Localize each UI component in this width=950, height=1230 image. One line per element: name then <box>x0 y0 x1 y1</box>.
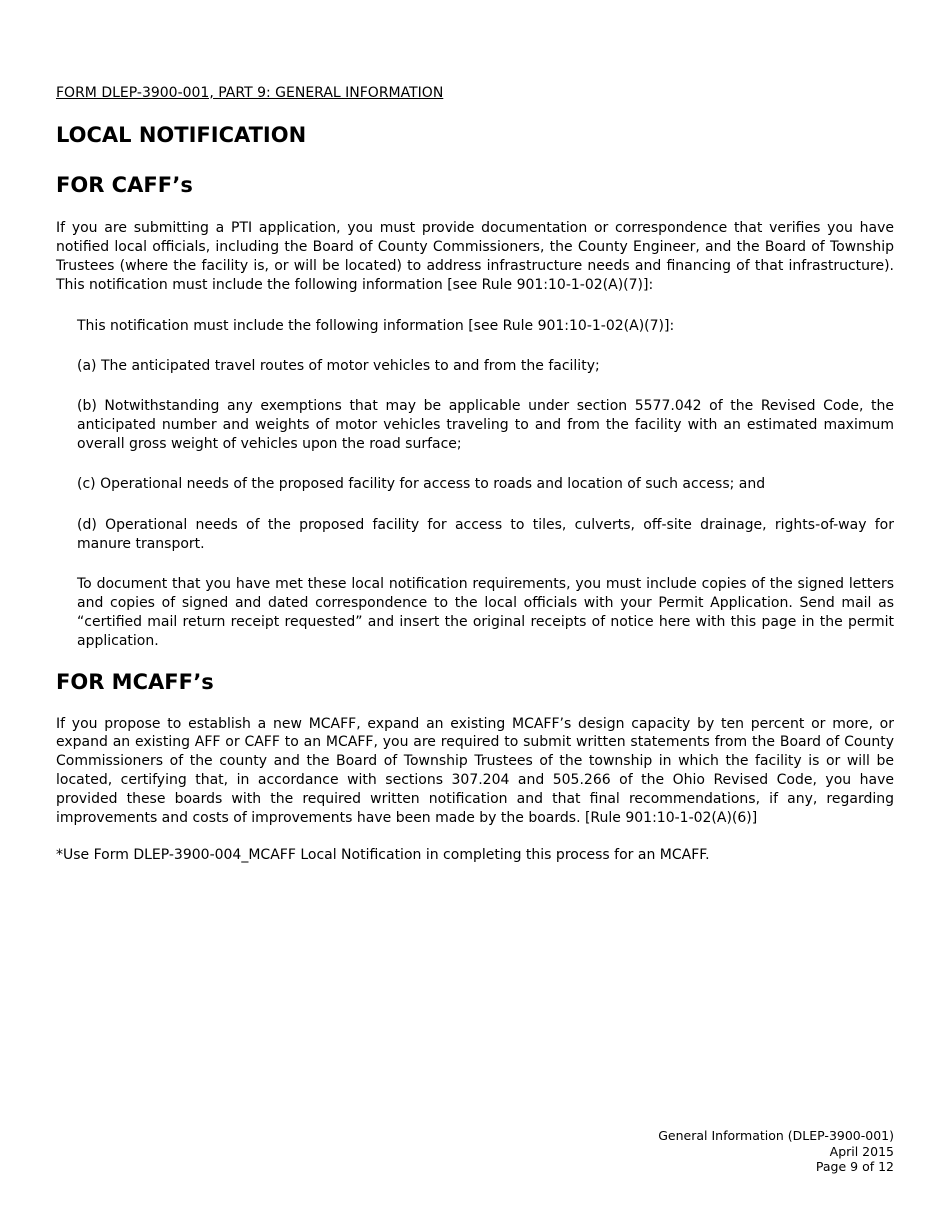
page-footer <box>658 1128 894 1175</box>
mcaff-paragraph: If you propose to establish a new MCAFF, expand an existing MCAFF’s design capacity by ten percent or more, or expand an existing AFF or CAFF to an MCAFF, you are required to submit written statements from the Board of County Commissioners of the county and the Board of Township Trustees of the township in which the facility is or will be located, certifying that, in accordance with sections 307.204 and 505.266 of the Ohio Revised Code, you have provided these boards with the required written notification and that final recommendations, if any, regarding improvements and costs of improvements have been made by the boards. [Rule 901:10-1-02(A)(6)] <box>56 715 894 827</box>
list-item-c: (c) Operational needs of the proposed facility for access to roads and location of such access; and <box>77 476 766 493</box>
form-header: FORM DLEP-3900-001, PART 9: GENERAL INFORMATION <box>56 85 444 101</box>
list-item-a: (a) The anticipated travel routes of motor vehicles to and from the facility; <box>77 357 600 374</box>
list-item-d: (d) Operational needs of the proposed facility for access to tiles, culverts, off-site drainage, rights-of-way for manure transport. <box>77 517 894 552</box>
caff-heading: FOR CAFF’s <box>56 173 193 197</box>
use-form-note: *Use Form DLEP-3900-004_MCAFF Local Notification in completing this process for an MCAFF. <box>56 846 710 863</box>
footer-date: April 2015 <box>829 1143 894 1159</box>
footer-page-number: Page 9 of 12 <box>815 1159 894 1174</box>
list-item-b: (b) Notwithstanding any exemptions that may be applicable under section 5577.042 of the Revised Code, the anticipated number and weights of motor vehicles traveling to and from the facility with an estimated maximum overall gross weight of vehicles upon the road surface; <box>77 398 894 453</box>
caff-intro-paragraph: If you are submitting a PTI application, you must provide documentation or correspondence that verifies you have notified local officials, including the Board of County Commissioners, the County Engineer, and the Board of Township Trustees (where the facility is, or will be located) to address infrastructure needs and financing of that infrastructure). This notification must include the following information [see Rule 901:10-1-02(A)(7)]: <box>56 220 894 293</box>
page-title: LOCAL NOTIFICATION <box>56 123 307 147</box>
document-page <box>56 84 894 865</box>
footer-form-name: General Information (DLEP-3900-001) <box>658 1128 894 1143</box>
documentation-paragraph: To document that you have met these local notification requirements, you must include copies of the signed letters and copies of signed and dated correspondence to the local officials with your Permit Application. Send mail as “certified mail return receipt requested” and insert the original receipts of notice here with this page in the permit application. <box>77 575 894 649</box>
notification-requirement-line: This notification must include the following information [see Rule 901:10-1-02(A)(7)]: <box>77 317 675 334</box>
mcaff-heading: FOR MCAFF’s <box>56 669 214 694</box>
